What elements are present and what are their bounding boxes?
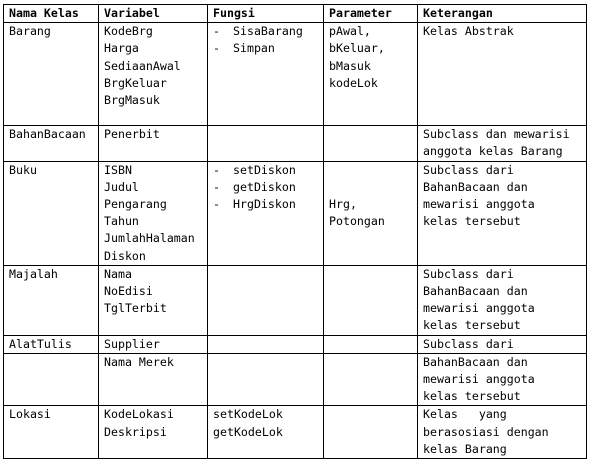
cell-variabel: Nama NoEdisi TglTerbit (99, 265, 208, 335)
cell-parameter: Hrg, Potongan (324, 161, 418, 265)
cell-variabel: Supplier (99, 335, 208, 353)
cell-kelas: Lokasi (4, 406, 99, 459)
cell-kelas: Barang (4, 23, 99, 126)
header-nama-kelas: Nama Kelas (4, 5, 99, 23)
cell-parameter (324, 353, 418, 406)
cell-fungsi (208, 265, 324, 335)
header-variabel: Variabel (99, 5, 208, 23)
cell-keterangan: Subclass dari (418, 335, 587, 353)
cell-fungsi: - SisaBarang - Simpan (208, 23, 324, 126)
header-parameter: Parameter (324, 5, 418, 23)
table-row (4, 161, 587, 265)
table-row (4, 23, 587, 126)
table-row (4, 353, 587, 406)
cell-fungsi (208, 335, 324, 353)
cell-fungsi (208, 353, 324, 406)
cell-keterangan: Kelas Abstrak (418, 23, 587, 126)
class-table (3, 4, 587, 459)
cell-parameter: pAwal, bKeluar, bMasuk kodeLok (324, 23, 418, 126)
header-keterangan: Keterangan (418, 5, 587, 23)
cell-kelas: AlatTulis (4, 335, 99, 353)
cell-fungsi: - setDiskon - getDiskon - HrgDiskon (208, 161, 324, 265)
table-row (4, 406, 587, 459)
header-row (4, 5, 587, 23)
cell-keterangan: Subclass dan mewarisi anggota kelas Barang (418, 126, 587, 161)
cell-kelas (4, 353, 99, 406)
cell-keterangan: Subclass dari BahanBacaan dan mewarisi anggota kelas tersebut (418, 161, 587, 265)
cell-kelas: Buku (4, 161, 99, 265)
cell-keterangan: BahanBacaan dan mewarisi anggota kelas tersebut (418, 353, 587, 406)
header-fungsi: Fungsi (208, 5, 324, 23)
cell-kelas: BahanBacaan (4, 126, 99, 161)
cell-parameter (324, 265, 418, 335)
cell-variabel: KodeBrg Harga SediaanAwal BrgKeluar BrgMasuk (99, 23, 208, 126)
cell-variabel: ISBN Judul Pengarang Tahun JumlahHalaman Diskon (99, 161, 208, 265)
cell-kelas: Majalah (4, 265, 99, 335)
cell-keterangan: Subclass dari BahanBacaan dan mewarisi anggota kelas tersebut (418, 265, 587, 335)
cell-parameter (324, 335, 418, 353)
cell-parameter (324, 406, 418, 459)
table-row (4, 335, 587, 353)
cell-parameter (324, 126, 418, 161)
cell-variabel: Nama Merek (99, 353, 208, 406)
table-row (4, 126, 587, 161)
cell-keterangan: Kelas yang berasosiasi dengan kelas Barang (418, 406, 587, 459)
table-row (4, 265, 587, 335)
cell-variabel: Penerbit (99, 126, 208, 161)
cell-variabel: KodeLokasi Deskripsi (99, 406, 208, 459)
cell-fungsi (208, 126, 324, 161)
cell-fungsi: setKodeLok getKodeLok (208, 406, 324, 459)
